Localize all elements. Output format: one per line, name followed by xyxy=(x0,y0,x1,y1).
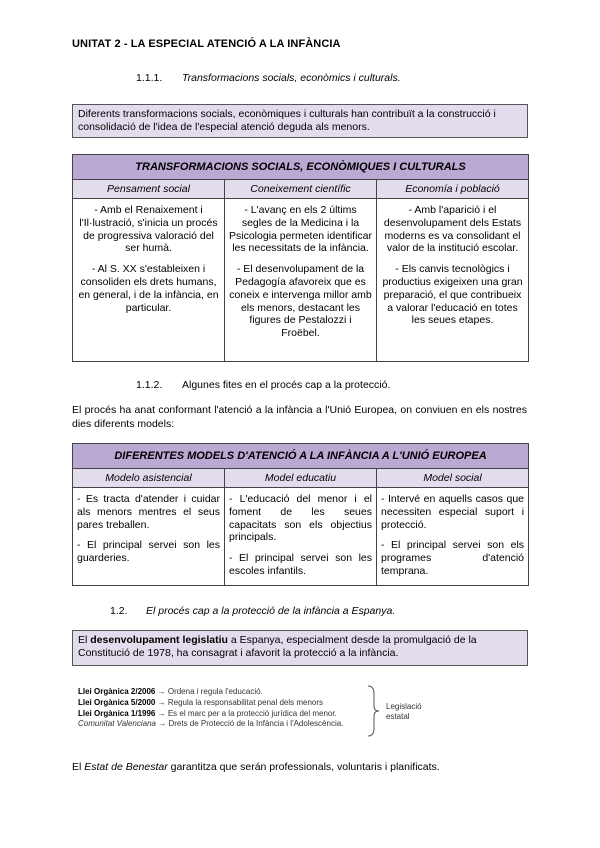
cell-text: - El principal servei son els programes d'atenció temprana. xyxy=(381,539,525,577)
section-heading: Transformacions socials, econòmics i culturals. xyxy=(182,72,401,84)
table-cell xyxy=(225,199,377,362)
paragraph-text: El xyxy=(72,761,85,773)
section-1-1-2 xyxy=(136,379,390,391)
callout-text: a Espanya, especialment desde la promulgació de la Constitució de 1978, ha consagrat i afavorit la protecció a la infància. xyxy=(78,634,477,659)
column-header: Model social xyxy=(377,469,529,488)
arrow-icon: → xyxy=(157,687,166,696)
laws-list xyxy=(78,687,343,730)
column-header: Model educatiu xyxy=(225,469,377,488)
cell-text: - Amb el Renaixement i l'Il·lustració, s'inicia un procés de progressiva valoració del ser humà. xyxy=(79,204,218,255)
callout-bold-text: desenvolupament legislatiu xyxy=(90,634,228,646)
arrow-icon: → xyxy=(157,708,166,718)
column-header: Coneixement científic xyxy=(225,180,377,199)
intro-callout: Diferents transformacions socials, econòmiques i culturals han contribuït a la construcció i consolidació de l'idea de l'especial atenció deguda als menors. xyxy=(72,104,528,138)
cell-text: - Amb l'aparició i el desenvolupament dels Estats moderns es va consolidant el valor de la institució escolar. xyxy=(383,204,522,255)
table-cell xyxy=(225,488,377,586)
arrow-icon: → xyxy=(157,697,166,707)
section-1-1-1 xyxy=(136,72,401,84)
table-title: DIFERENTES MODELS D'ATENCIÓ A LA INFÀNCIA A L'UNIÓ EUROPEA xyxy=(73,444,529,469)
models-paragraph: El procés ha anat conformant l'atenció a la infància a l'Unió Europea, on conviuen en els nostres dies diferents models: xyxy=(72,404,527,430)
table-title: TRANSFORMACIONS SOCIALS, ECONÒMIQUES I CULTURALS xyxy=(73,155,529,180)
section-heading: Algunes fites en el procés cap a la protecció. xyxy=(182,379,391,391)
cell-text: - L'avanç en els 2 últims segles de la Medicina i la Psicologia permeten identificar les necessitats de la infància. xyxy=(229,204,372,255)
cell-text: - Es tracta d'atender i cuidar als menors mentres el seus pares treballen. xyxy=(77,493,220,531)
table-cell xyxy=(73,488,225,586)
legislation-callout xyxy=(72,630,528,666)
cell-text: - Els canvis tecnològics i productius exigeixen una gran preparació, el que contribueix a valorar l'educació en totes les seues etapes. xyxy=(382,263,523,327)
law-item xyxy=(78,687,343,698)
law-name: Comunitat Valenciana xyxy=(78,719,156,729)
paragraph-italic-text: Estat de Benestar xyxy=(84,761,168,773)
curly-brace-icon xyxy=(366,684,380,738)
section-number: 1.2. xyxy=(110,605,128,617)
callout-text: El xyxy=(78,634,91,646)
column-header: Economía i població xyxy=(377,180,529,199)
law-name: Llei Orgànica 5/2000 xyxy=(78,697,156,707)
cell-text: - El principal servei son les escoles infantils. xyxy=(229,552,372,577)
final-paragraph xyxy=(72,761,440,773)
cell-text: - Intervé en aquells casos que necessiten especial suport i protecció. xyxy=(381,493,525,531)
table-cell xyxy=(73,199,225,362)
arrow-icon: → xyxy=(158,719,167,729)
law-item xyxy=(78,698,343,709)
law-name: Llei Orgànica 1/1996 xyxy=(78,708,156,718)
law-item xyxy=(78,709,343,720)
column-header: Modelo asistencial xyxy=(73,469,225,488)
paragraph-text: garantitza que serán professionals, voluntaris i planificats. xyxy=(167,761,440,773)
models-table xyxy=(72,443,529,586)
cell-text: - El principal servei son les guarderies. xyxy=(77,539,220,565)
law-description: Ordena i regula l'educació. xyxy=(167,687,263,696)
transformations-table xyxy=(72,154,529,362)
law-description: Regula la responsabilitat penal dels menors xyxy=(167,697,324,707)
cell-text: - Al S. XX s'estableixen i consoliden els drets humans, en general, i de la infància, en particular. xyxy=(78,263,219,314)
page-title: UNITAT 2 - LA ESPECIAL ATENCIÓ A LA INFÀNCIA xyxy=(72,38,341,50)
law-description: Es el marc per a la protecció jurídica del menor. xyxy=(167,708,337,718)
cell-text: - L'educació del menor i el foment de les seues capacitats son els objectius principals. xyxy=(229,493,372,544)
table-cell xyxy=(377,199,529,362)
section-number: 1.1.2. xyxy=(136,379,163,391)
column-header: Pensament social xyxy=(73,180,225,199)
law-item xyxy=(78,719,343,730)
section-heading: El procés cap a la protecció de la infància a Espanya. xyxy=(146,605,396,617)
legislation-label: Legislació estatal xyxy=(386,702,422,721)
cell-text: - El desenvolupament de la Pedagogía afavoreix que es coneix e intervenga millor amb els menors, destacant les figures de Pestalozzi i Froëbel. xyxy=(229,263,372,340)
table-cell xyxy=(377,488,529,586)
section-1-2 xyxy=(110,605,395,617)
section-number: 1.1.1. xyxy=(136,72,163,84)
law-name: Llei Orgànica 2/2006 xyxy=(78,687,156,696)
law-description: Drets de Protecció de la Infància i l'Adolescència. xyxy=(168,719,344,729)
